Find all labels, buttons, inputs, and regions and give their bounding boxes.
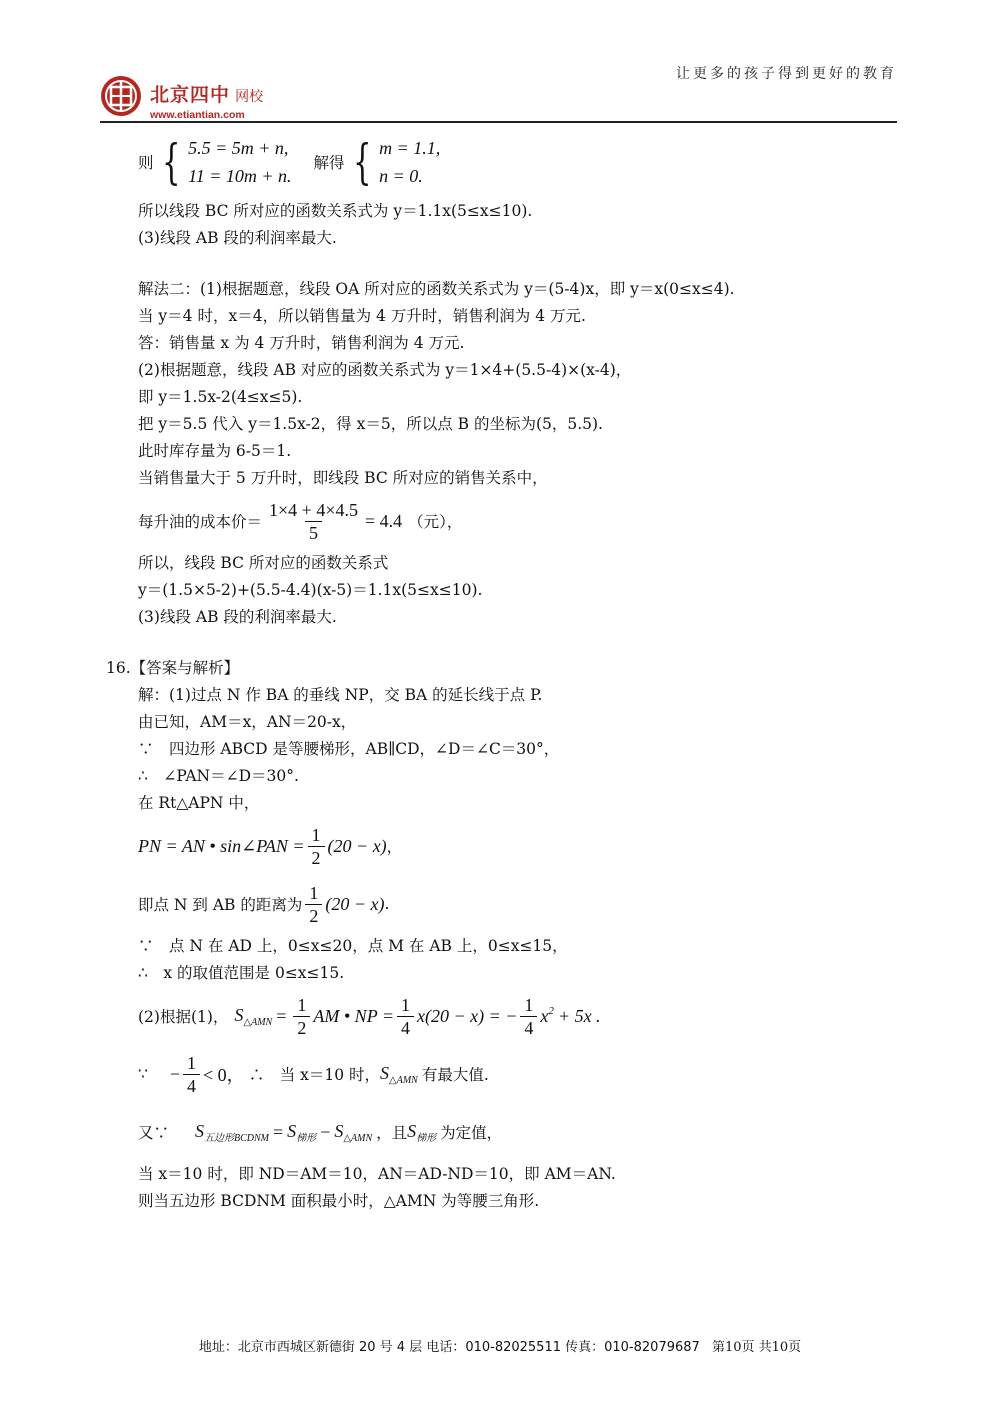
pn-denominator: 2 xyxy=(308,846,325,869)
area-tail: + 5x . xyxy=(557,1005,601,1026)
cost-result: = 4.4 xyxy=(364,510,403,531)
left-brace: { xyxy=(352,134,371,190)
distance-numerator: 1 xyxy=(309,882,319,903)
pentagon-equals: = xyxy=(273,1121,284,1142)
distance-denominator: 2 xyxy=(305,904,322,927)
text-line: (3)线段 AB 段的利润率最大. xyxy=(138,608,337,626)
system-equation-1: 5.5 = 5m + n, xyxy=(188,138,289,158)
pentagon-and: ，且 xyxy=(376,1124,408,1142)
text-line: 当销售量大于 5 万升时，即线段 BC 所对应的销售关系中， xyxy=(138,469,548,487)
pn-fraction xyxy=(308,824,325,869)
question-heading: 16.【答案与解析】 xyxy=(106,659,240,677)
pn-rhs: (20 − x) xyxy=(327,835,387,856)
triangle-area: $S_{\triangle AMN}$ xyxy=(334,1120,373,1144)
distance-prefix: 即点 N 到 AB 的距离为 xyxy=(138,896,303,914)
text-line: 把 y＝5.5 代入 y＝1.5x-2，得 x＝5，所以点 B 的坐标为(5，5.5). xyxy=(138,415,603,433)
equation-system xyxy=(138,132,898,192)
area-equals: = xyxy=(276,1005,287,1026)
solution-content xyxy=(106,132,898,1215)
quarter-fraction: $\frac{1}{4}$ xyxy=(397,994,414,1039)
text-line: 当 x＝10 时，即 ND＝AM＝10，AN＝AD-ND＝10，即 AM＝AN. xyxy=(138,1165,616,1183)
header-divider xyxy=(100,121,897,123)
logo-url: www.etiantian.com xyxy=(150,109,245,121)
header-slogan: 让更多的孩子得到更好的教育 xyxy=(676,66,897,82)
negative-relation: < 0， xyxy=(203,1065,245,1085)
area-x-squared: $x^2$ xyxy=(540,1005,554,1026)
cost-prefix: 每升油的成本价＝ xyxy=(138,513,263,531)
solution-n: n = 0. xyxy=(379,166,423,186)
pn-numerator: 1 xyxy=(311,824,321,845)
school-logo-icon xyxy=(100,75,142,117)
text-line: 当 y＝4 时，x＝4，所以销售量为 4 万升时，销售利润为 4 万元. xyxy=(138,307,586,325)
text-line: ∵ 点 N 在 AD 上，0≤x≤20，点 M 在 AB 上，0≤x≤15， xyxy=(138,937,568,955)
half-fraction: $\frac{1}{2}$ xyxy=(293,994,310,1039)
cost-numerator: 1×4 + 4×4.5 xyxy=(269,499,358,520)
trapezoid-area-2: $S_{梯形}$ xyxy=(407,1120,437,1144)
logo-name: 北京四中 xyxy=(150,84,231,106)
pentagon-formula xyxy=(138,1103,898,1161)
footer-address: 地址：北京市西城区新德街 20 号 4 层 电话：010-82025511 传真：010-82079687 xyxy=(198,1340,700,1355)
distance-rhs: (20 − x) xyxy=(325,893,385,914)
also-because: 又∵ xyxy=(138,1124,170,1142)
cost-formula xyxy=(138,492,898,550)
distance-fraction xyxy=(305,882,322,927)
text-line: 解：(1)过点 N 作 BA 的垂线 NP，交 BA 的延长线于点 P. xyxy=(138,686,543,704)
logo-wordmark xyxy=(150,80,263,121)
text-line: 解法二：(1)根据题意，线段 OA 所对应的函数关系式为 y＝(5-4)x，即 y＝x(0≤x≤4). xyxy=(138,280,735,298)
pentagon-area: $S_{五边形BCDNM}$ xyxy=(195,1120,270,1144)
text-line: 则当五边形 BCDNM 面积最小时，△AMN 为等腰三角形. xyxy=(138,1192,540,1210)
pentagon-tail: 为定值， xyxy=(440,1124,503,1142)
text-line: 答：销售量 x 为 4 万升时，销售利润为 4 万元. xyxy=(138,334,465,352)
therefore-clause: ∴ 当 x＝10 时， xyxy=(248,1066,381,1084)
text-line: ∴ ∠PAN＝∠D＝30°. xyxy=(138,767,299,785)
area-middle-2: x(20 − x) = − xyxy=(417,1005,518,1026)
because-symbol: ∵ xyxy=(138,1065,148,1083)
page-footer xyxy=(0,1336,1000,1355)
logo-net: 网校 xyxy=(235,89,264,105)
area-middle: AM • NP = xyxy=(313,1005,395,1026)
text-line: 由已知，AM＝x，AN＝20-x， xyxy=(138,713,357,731)
cost-fraction xyxy=(265,499,362,544)
area-prefix: (2)根据(1)， xyxy=(138,1008,229,1026)
area-formula xyxy=(138,987,898,1045)
pn-tail: ， xyxy=(386,838,403,856)
trapezoid-area: $S_{梯形}$ xyxy=(287,1120,317,1144)
negative-sign: − xyxy=(169,1063,181,1084)
text-line: 所以线段 BC 所对应的函数关系式为 y＝1.1x(5≤x≤10). xyxy=(138,202,533,220)
text-line: 即 y＝1.5x-2(4≤x≤5). xyxy=(138,388,303,406)
system-equation-2: 11 = 10m + n. xyxy=(188,166,292,186)
left-brace: { xyxy=(161,134,180,190)
page-number: 第10页 共10页 xyxy=(711,1340,802,1355)
area-symbol: $S_{\triangle AMN}$ xyxy=(234,1004,273,1028)
text-line: 此时库存量为 6-5＝1. xyxy=(138,442,292,460)
cost-suffix: （元）， xyxy=(408,513,463,531)
text-line: ∴ x 的取值范围是 0≤x≤15. xyxy=(138,964,345,982)
system-prefix: 则 xyxy=(138,154,154,172)
pentagon-minus: − xyxy=(320,1121,331,1142)
max-condition xyxy=(138,1045,898,1103)
text-line: 在 Rt△APN 中， xyxy=(138,794,260,812)
text-line: (2)根据题意，线段 AB 对应的函数关系式为 y＝1×4+(5.5-4)×(x-4)， xyxy=(138,361,632,379)
negative-fraction: $\frac{1}{4}$ xyxy=(183,1052,200,1097)
distance-tail: . xyxy=(384,895,390,913)
pn-formula xyxy=(138,817,898,875)
max-symbol: $S_{\triangle AMN}$ xyxy=(380,1062,418,1086)
solution-m: m = 1.1, xyxy=(379,138,441,158)
pn-lhs: PN = AN • sin∠PAN = xyxy=(138,835,305,856)
text-line: 所以，线段 BC 所对应的函数关系式 xyxy=(138,554,389,572)
quarter-fraction-2: $\frac{1}{4}$ xyxy=(520,994,537,1039)
text-line: ∵ 四边形 ABCD 是等腰梯形，AB∥CD，∠D＝∠C＝30°， xyxy=(138,740,560,758)
max-tail: 有最大值. xyxy=(421,1066,489,1084)
text-line: y＝(1.5×5-2)+(5.5-4.4)(x-5)＝1.1x(5≤x≤10). xyxy=(138,581,483,599)
cost-denominator: 5 xyxy=(305,521,322,544)
distance-formula xyxy=(138,875,898,933)
system-solve-word: 解得 xyxy=(313,154,345,172)
text-line: (3)线段 AB 段的利润率最大. xyxy=(138,229,337,247)
